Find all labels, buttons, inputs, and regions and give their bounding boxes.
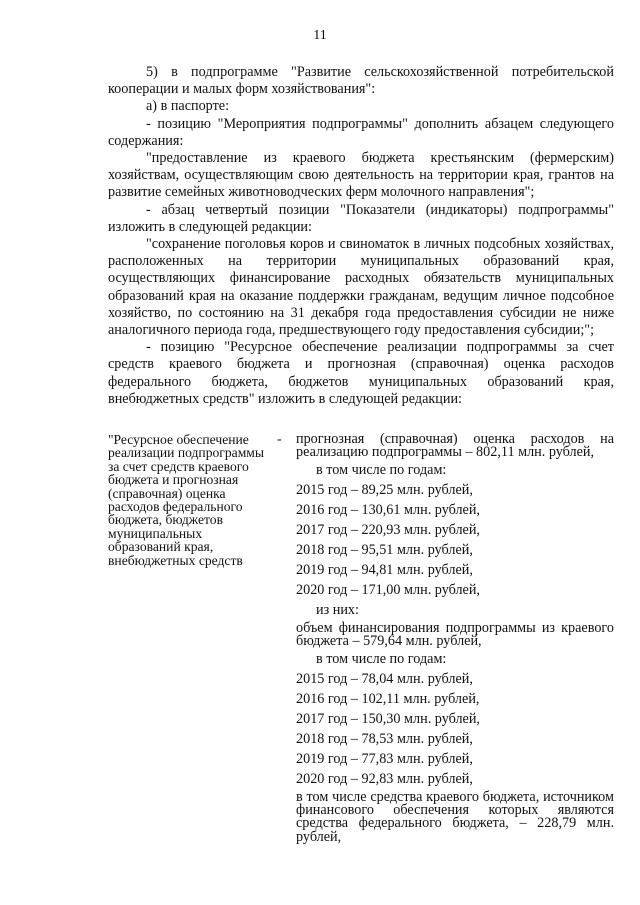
regional-year-row: 2017 год – 150,30 млн. рублей, bbox=[296, 710, 480, 727]
federal-note: в том числе средства краевого бюджета, источником финансового обеспечения которых являются средства федерального бюджета, – 228,79 млн. рублей, bbox=[296, 788, 614, 845]
page-number: 11 bbox=[313, 28, 327, 43]
forecast-year-row: 2017 год – 220,93 млн. рублей, bbox=[296, 521, 480, 538]
forecast-year-row: 2015 год – 89,25 млн. рублей, bbox=[296, 481, 473, 498]
regional-year-row: 2015 год – 78,04 млн. рублей, bbox=[296, 670, 473, 687]
regional-total: объем финансирования подпрограммы из краевого бюджета – 579,64 млн. рублей, bbox=[296, 619, 614, 650]
regional-year-row: 2020 год – 92,83 млн. рублей, bbox=[296, 770, 473, 787]
paragraph-measures: - позицию "Мероприятия подпрограммы" дополнить абзацем следующего содержания: bbox=[108, 115, 614, 149]
table-left-cell: "Ресурсное обеспечение реализации подпрограммы за счет средств краевого бюджета и прогнозная (справочная) оценка расходов федерального бюджета, бюджетов муниципальных образований края, внебюджетных средств bbox=[108, 432, 265, 568]
table-right-cell bbox=[296, 433, 614, 844]
of-them-label: из них: bbox=[316, 601, 359, 618]
by-years-label: в том числе по годам: bbox=[316, 461, 447, 478]
by-years-label-2: в том числе по годам: bbox=[316, 650, 447, 667]
total-forecast: прогнозная (справочная) оценка расходов на реализацию подпрограммы – 802,11 млн. рублей, bbox=[296, 431, 614, 461]
forecast-year-row: 2019 год – 94,81 млн. рублей, bbox=[296, 561, 473, 578]
paragraph-livestock-quote: "сохранение поголовья коров и свиноматок в личных подсобных хозяйствах, расположенных на территории муниципальных образований края, осуществляющих финансирование расходных обязательств муниципальных образований края на оказание поддержки гражданам, ведущим личное подсобное хозяйство, по состоянию на 31 декабря года предоставления субсидии не ниже аналогичного периода года, предшествующего году предоставления субсидии;"; bbox=[108, 236, 614, 339]
regional-year-row: 2018 год – 78,53 млн. рублей, bbox=[296, 730, 473, 747]
regional-year-row: 2019 год – 77,83 млн. рублей, bbox=[296, 750, 473, 767]
regional-year-row: 2016 год – 102,11 млн. рублей, bbox=[296, 690, 480, 707]
table-dash: - bbox=[277, 432, 282, 447]
forecast-year-row: 2020 год – 171,00 млн. рублей, bbox=[296, 581, 480, 598]
paragraph-subprogram: 5) в подпрограмме "Развитие сельскохозяйственной потребительской кооперации и малых форм хозяйствования": bbox=[108, 64, 614, 98]
forecast-year-row: 2018 год – 95,51 млн. рублей, bbox=[296, 541, 473, 558]
paragraph-passport: а) в паспорте: bbox=[146, 98, 230, 115]
paragraph-grants-quote: "предоставление из краевого бюджета крестьянским (фермерским) хозяйствам, осуществляющим свою деятельность на территории края, грантов на развитие семейных животноводческих ферм молочного направления"; bbox=[108, 150, 614, 201]
paragraph-resources: - позицию "Ресурсное обеспечение реализации подпрограммы за счет средств краевого бюджета и прогнозная (справочная) оценка расходов федерального бюджета, бюджетов муниципальных образований края, внебюджетных средств" изложить в следующей редакции: bbox=[108, 339, 614, 407]
forecast-year-row: 2016 год – 130,61 млн. рублей, bbox=[296, 501, 480, 518]
paragraph-indicators: - абзац четвертый позиции "Показатели (индикаторы) подпрограммы" изложить в следующей редакции: bbox=[108, 201, 614, 235]
document-body bbox=[108, 64, 614, 408]
